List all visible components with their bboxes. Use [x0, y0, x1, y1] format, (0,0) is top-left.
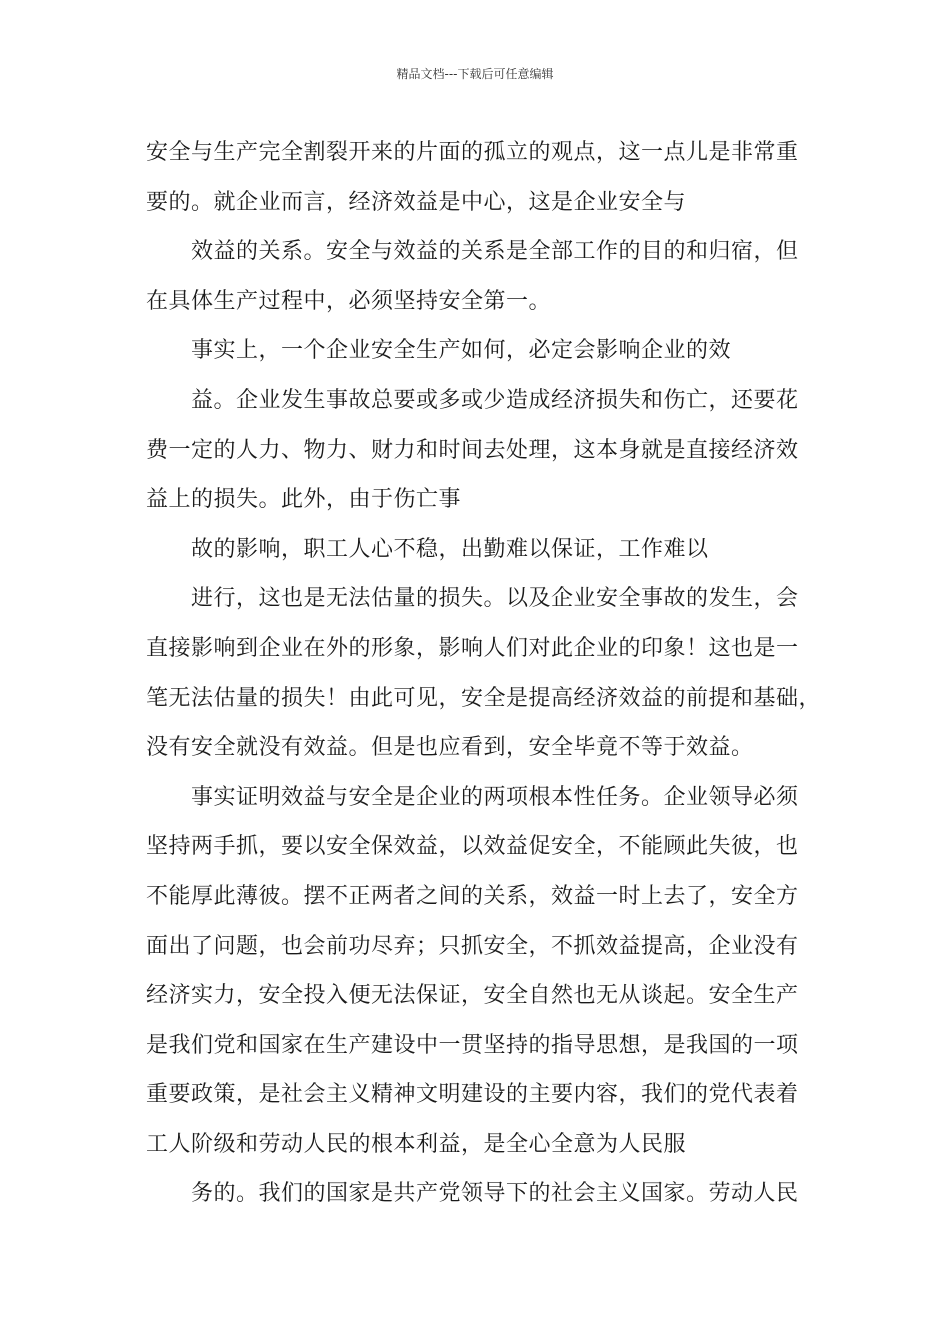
page-header: 精品文档---下载后可任意编辑 [396, 67, 554, 81]
document-body [146, 133, 826, 1224]
text-line: 事实证明效益与安全是企业的两项根本性任务。企业领导必须 [191, 784, 799, 810]
text-line: 益。企业发生事故总要或多或少造成经济损失和伤亡，还要花 [191, 387, 799, 413]
text-line: 故的影响，职工人心不稳，出勤难以保证，工作难以 [191, 536, 709, 562]
text-line: 进行，这也是无法估量的损失。以及企业安全事故的发生，会 [191, 586, 799, 612]
text-line: 坚持两手抓，要以安全保效益，以效益促安全，不能顾此失彼，也 [146, 834, 799, 860]
text-line: 事实上，一个企业安全生产如何，必定会影响企业的效 [191, 338, 732, 364]
text-line: 在具体生产过程中，必须坚持安全第一。 [146, 288, 552, 314]
text-line: 是我们党和国家在生产建设中一贯坚持的指导思想，是我国的一项 [146, 1032, 799, 1058]
text-line: 工人阶级和劳动人民的根本利益，是全心全意为人民服 [146, 1131, 687, 1157]
text-line: 费一定的人力、物力、财力和时间去处理，这本身就是直接经济效 [146, 437, 799, 463]
text-line: 要的。就企业而言，经济效益是中心，这是企业安全与 [146, 189, 687, 215]
text-line: 面出了问题，也会前功尽弃；只抓安全，不抓效益提高，企业没有 [146, 933, 799, 959]
text-line: 务的。我们的国家是共产党领导下的社会主义国家。劳动人民 [191, 1181, 799, 1207]
text-line: 重要政策，是社会主义精神文明建设的主要内容，我们的党代表着 [146, 1082, 799, 1108]
text-line: 效益的关系。安全与效益的关系是全部工作的目的和归宿，但 [191, 239, 799, 265]
text-line: 经济实力，安全投入便无法保证，安全自然也无从谈起。安全生产 [146, 983, 799, 1009]
text-line: 没有安全就没有效益。但是也应看到，安全毕竟不等于效益。 [146, 735, 754, 761]
text-line: 直接影响到企业在外的形象，影响人们对此企业的印象！这也是一 [146, 635, 799, 661]
text-line: 笔无法估量的损失！由此可见，安全是提高经济效益的前提和基础， [146, 685, 822, 711]
text-line: 益上的损失。此外，由于伤亡事 [146, 487, 462, 513]
text-line: 不能厚此薄彼。摆不正两者之间的关系，效益一时上去了，安全方 [146, 883, 799, 909]
text-line: 安全与生产完全割裂开来的片面的孤立的观点，这一点儿是非常重 [146, 140, 799, 165]
